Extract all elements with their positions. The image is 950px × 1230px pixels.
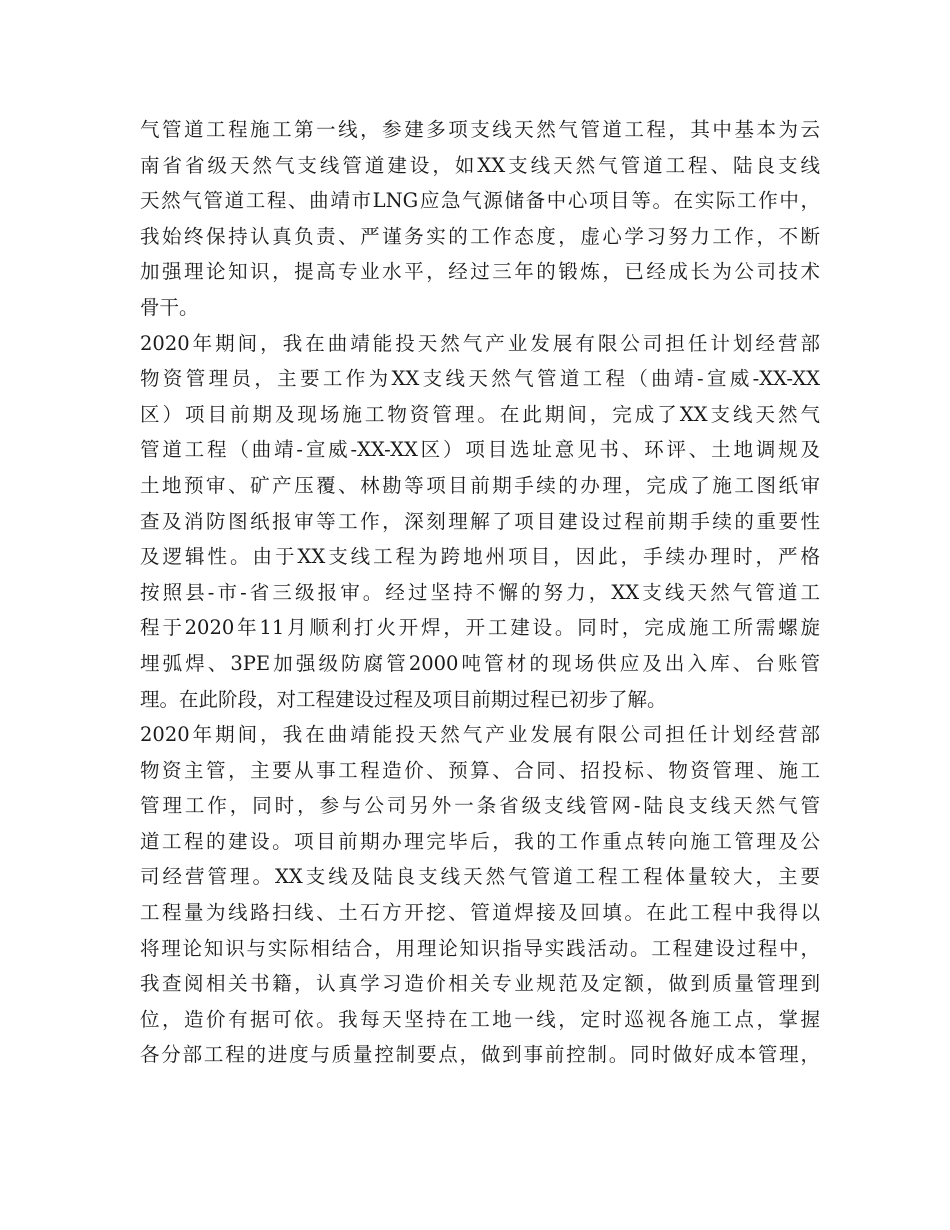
- text-line: 南省省级天然气支线管道建设，如XX支线天然气管道工程、陆良支线: [140, 153, 820, 177]
- text-line: 我始终保持认真负责、严谨务实的工作态度，虚心学习努力工作，不断: [140, 224, 820, 248]
- text-line: 天然气管道工程、曲靖市LNG应急气源储备中心项目等。在实际工作中，: [140, 189, 820, 213]
- text-line: 加强理论知识，提高专业水平，经过三年的锻炼，已经成长为公司技术: [140, 260, 820, 284]
- text-line: 2020年期间，我在曲靖能投天然气产业发展有限公司担任计划经营部: [140, 331, 820, 355]
- text-line: 理。在此阶段，对工程建设过程及项目前期过程已初步了解。: [140, 687, 667, 711]
- text-line: 管理工作，同时，参与公司另外一条省级支线管网-陆良支线天然气管: [140, 794, 820, 818]
- text-line: 位，造价有据可依。我每天坚持在工地一线，定时巡视各施工点，掌握: [140, 1007, 820, 1031]
- text-line: 程于2020年11月顺利打火开焊，开工建设。同时，完成施工所需螺旋: [140, 616, 820, 640]
- text-line: 土地预审、矿产压覆、林勘等项目前期手续的办理，完成了施工图纸审: [140, 473, 820, 497]
- text-line: 工程量为线路扫线、土石方开挖、管道焊接及回填。在此工程中我得以: [140, 901, 820, 925]
- text-line: 司经营管理。XX支线及陆良支线天然气管道工程工程体量较大，主要: [140, 865, 820, 889]
- text-line: 物资主管，主要从事工程造价、预算、合同、招投标、物资管理、施工: [140, 758, 820, 782]
- text-line: 道工程的建设。项目前期办理完毕后，我的工作重点转向施工管理及公: [140, 829, 820, 853]
- text-line: 物资管理员，主要工作为XX支线天然气管道工程（曲靖-宣威-XX-XX: [140, 367, 820, 391]
- text-line: 我查阅相关书籍，认真学习造价相关专业规范及定额，做到质量管理到: [140, 972, 820, 996]
- paragraph-1: [140, 112, 820, 326]
- paragraph-3: [140, 717, 820, 1073]
- text-line: 各分部工程的进度与质量控制要点，做到事前控制。同时做好成本管理，: [140, 1043, 820, 1067]
- text-line: 埋弧焊、3PE加强级防腐管2000吨管材的现场供应及出入库、台账管: [140, 651, 820, 675]
- text-line: 将理论知识与实际相结合，用理论知识指导实践活动。工程建设过程中，: [140, 936, 820, 960]
- text-line: 查及消防图纸报审等工作，深刻理解了项目建设过程前期手续的重要性: [140, 509, 820, 533]
- text-line: 管道工程（曲靖-宣威-XX-XX区）项目选址意见书、环评、土地调规及: [140, 438, 820, 462]
- text-line: 2020年期间，我在曲靖能投天然气产业发展有限公司担任计划经营部: [140, 723, 820, 747]
- text-line: 及逻辑性。由于XX支线工程为跨地州项目，因此，手续办理时，严格: [140, 545, 820, 569]
- document-body: [140, 112, 820, 1073]
- text-line: 气管道工程施工第一线，参建多项支线天然气管道工程，其中基本为云: [140, 118, 820, 141]
- text-line: 骨干。: [140, 295, 199, 319]
- paragraph-2: [140, 326, 820, 718]
- text-line: 按照县-市-省三级报审。经过坚持不懈的努力，XX支线天然气管道工: [140, 580, 820, 604]
- text-line: 区）项目前期及现场施工物资管理。在此期间，完成了XX支线天然气: [140, 402, 820, 426]
